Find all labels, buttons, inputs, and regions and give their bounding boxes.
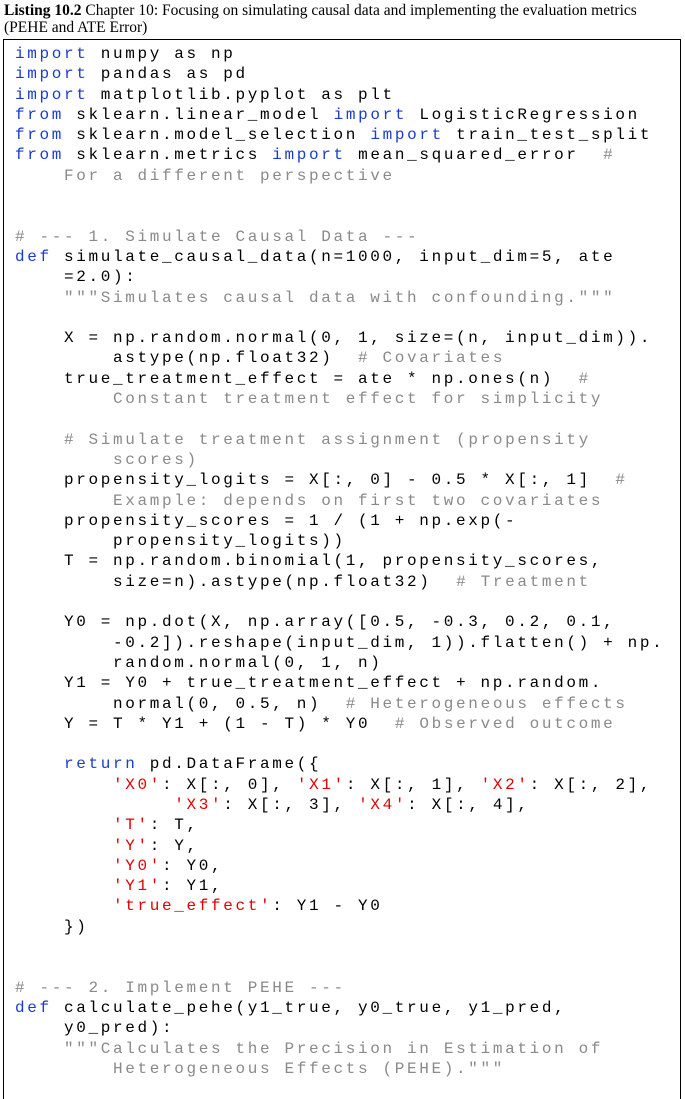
comment-token: # --- 1. Simulate Causal Data --- <box>15 227 420 246</box>
code-line <box>15 85 664 105</box>
code-line <box>15 247 664 267</box>
keyword-token: def <box>15 247 52 266</box>
code-line <box>15 1039 664 1059</box>
code-line <box>15 714 664 734</box>
code-token: astype(np.float32) <box>15 349 359 368</box>
code-token <box>15 857 113 875</box>
code-token: sklearn.model_selection <box>64 126 371 145</box>
comment-token: # <box>615 471 628 490</box>
code-line <box>15 450 664 470</box>
keyword-token: import <box>15 45 89 63</box>
keyword-token: from <box>15 146 65 165</box>
listing-title: Chapter 10: Focusing on simulating causal data and implementing the evaluation metrics (PEHE and ATE Error) <box>4 2 637 36</box>
code-token <box>15 816 113 834</box>
string-token: 'Y' <box>113 836 150 855</box>
comment-token: # Treatment <box>456 572 591 591</box>
code-token: mean_squared_error <box>345 146 604 165</box>
code-token: Y1 = Y0 + true_treatment_effect + np.random. <box>15 674 604 693</box>
code-line <box>15 734 664 754</box>
string-token: 'Y1' <box>113 877 163 896</box>
code-token: : X[:, 1], <box>345 775 481 794</box>
code-token: simulate_causal_data(n=1000, input_dim=5, ate <box>51 247 616 266</box>
code-token: true_treatment_effect = ate * np.ones(n) <box>15 369 579 388</box>
keyword-token: import <box>15 65 89 84</box>
code-token: size=n).astype(np.float32) <box>15 572 457 591</box>
keyword-token: from <box>15 105 65 124</box>
code-line <box>15 227 664 247</box>
comment-token: For a different perspective <box>15 166 395 185</box>
code-line <box>15 592 664 612</box>
comment-token: # Simulate treatment assignment (propensity <box>64 430 591 449</box>
keyword-token: return <box>64 755 138 774</box>
code-token: T = np.random.binomial(1, propensity_scores, <box>15 552 604 571</box>
code-token: propensity_scores = 1 / (1 + np.exp(- <box>15 511 518 530</box>
string-token: 'X3' <box>174 795 224 814</box>
code-line <box>15 328 664 348</box>
code-line <box>15 876 664 896</box>
code-token: : X[:, 4], <box>407 795 530 814</box>
code-line <box>15 44 664 64</box>
code-line <box>15 511 664 531</box>
comment-token: # Heterogeneous effects <box>345 694 628 713</box>
code-token <box>15 431 64 449</box>
code-token: : Y, <box>149 836 199 855</box>
code-line <box>15 754 664 774</box>
code-block <box>15 44 664 1079</box>
code-token: -0.2]).reshape(input_dim, 1)).flatten() + np. <box>15 633 665 652</box>
code-line <box>15 653 664 673</box>
code-token: : X[:, 2], <box>529 775 653 794</box>
comment-token: # --- 2. Implement PEHE --- <box>15 978 346 997</box>
code-token: pandas as pd <box>88 65 248 84</box>
code-line <box>15 430 664 450</box>
code-line <box>15 206 664 226</box>
code-line <box>15 633 664 653</box>
code-line <box>15 815 664 835</box>
code-token <box>15 796 174 814</box>
code-token: : T, <box>149 816 199 835</box>
code-line <box>15 998 664 1018</box>
code-line <box>15 125 664 145</box>
comment-token: # <box>578 369 591 388</box>
keyword-token: import <box>15 85 89 104</box>
code-line <box>15 694 664 714</box>
code-line <box>15 105 664 125</box>
code-token <box>15 289 64 307</box>
code-line <box>15 856 664 876</box>
string-token: 'X0' <box>113 775 163 794</box>
comment-token: Example: depends on first two covariates <box>15 491 604 510</box>
docstring-token: Heterogeneous Effects (PEHE).""" <box>15 1059 506 1078</box>
string-token: 'true_effect' <box>113 897 273 916</box>
code-line <box>15 409 664 429</box>
code-token: : Y0, <box>162 856 224 875</box>
code-token: propensity_logits = X[:, 0] - 0.5 * X[:, 1] <box>15 471 616 490</box>
code-token: =2.0): <box>15 268 138 287</box>
code-token: : X[:, 0], <box>162 775 297 794</box>
code-line <box>15 288 664 308</box>
code-line <box>15 186 664 206</box>
keyword-token: def <box>15 998 52 1017</box>
string-token: 'Y0' <box>113 856 163 875</box>
comment-token: # <box>603 146 616 165</box>
code-line <box>15 1059 664 1079</box>
code-line <box>15 267 664 287</box>
code-token: matplotlib.pyplot as plt <box>88 85 395 104</box>
code-line <box>15 531 664 551</box>
code-line <box>15 917 664 937</box>
code-line <box>15 348 664 368</box>
code-line <box>15 145 664 165</box>
code-token: calculate_pehe(y1_true, y0_true, y1_pred, <box>51 998 567 1017</box>
code-token <box>15 877 113 895</box>
comment-token: # Observed outcome <box>394 714 616 733</box>
comment-token: Constant treatment effect for simplicity <box>15 390 604 409</box>
code-line <box>15 978 664 998</box>
code-line <box>15 836 664 856</box>
code-token <box>15 755 64 773</box>
code-line <box>15 1018 664 1038</box>
string-token: 'X1' <box>296 775 346 794</box>
code-line <box>15 896 664 916</box>
comment-token: # Covariates <box>358 349 506 368</box>
code-line <box>15 551 664 571</box>
code-token <box>15 837 113 855</box>
code-token: : X[:, 3], <box>223 795 359 814</box>
code-line <box>15 470 664 490</box>
code-token: }) <box>15 917 89 936</box>
listing-caption <box>4 2 684 36</box>
code-token: train_test_split <box>443 126 653 145</box>
code-token: sklearn.metrics <box>64 146 273 165</box>
docstring-token: """Calculates the Precision in Estimation of <box>64 1039 604 1058</box>
code-token: : Y1, <box>162 877 224 896</box>
code-line <box>15 369 664 389</box>
code-token: random.normal(0, 1, n) <box>15 653 383 672</box>
code-token: y0_pred): <box>15 1019 175 1038</box>
code-line <box>15 572 664 592</box>
code-line <box>15 612 664 632</box>
code-line <box>15 957 664 977</box>
code-line <box>15 389 664 409</box>
code-line <box>15 775 664 795</box>
code-token: Y0 = np.dot(X, np.array([0.5, -0.3, 0.2, 0.1, <box>15 613 616 632</box>
code-line <box>15 491 664 511</box>
code-token: propensity_logits)) <box>15 532 346 551</box>
code-line <box>15 673 664 693</box>
docstring-token: """Simulates causal data with confounding.""" <box>64 288 616 307</box>
string-token: 'X2' <box>480 775 530 794</box>
string-token: 'T' <box>113 816 150 835</box>
code-token: LogisticRegression <box>407 105 640 124</box>
keyword-token: from <box>15 126 65 145</box>
keyword-token: import <box>333 105 408 124</box>
keyword-token: import <box>272 146 346 165</box>
code-token: : Y1 - Y0 <box>272 897 383 916</box>
code-line <box>15 795 664 815</box>
code-token <box>15 1040 64 1058</box>
listing-label: Listing 10.2 <box>4 2 82 19</box>
code-line <box>15 64 664 84</box>
comment-token: scores) <box>15 450 199 469</box>
code-token: Y = T * Y1 + (1 - T) * Y0 <box>15 714 395 733</box>
keyword-token: import <box>370 126 444 145</box>
code-token: sklearn.linear_model <box>64 105 334 124</box>
code-line <box>15 937 664 957</box>
code-token <box>15 897 113 915</box>
code-token: X = np.random.normal(0, 1, size=(n, input_dim)). <box>15 329 653 348</box>
code-token <box>15 776 113 794</box>
code-token: numpy as np <box>88 45 236 63</box>
code-token: pd.DataFrame({ <box>137 755 322 774</box>
code-token: normal(0, 0.5, n) <box>15 694 346 713</box>
code-line <box>15 166 664 186</box>
code-line <box>15 308 664 328</box>
string-token: 'X4' <box>358 795 408 814</box>
